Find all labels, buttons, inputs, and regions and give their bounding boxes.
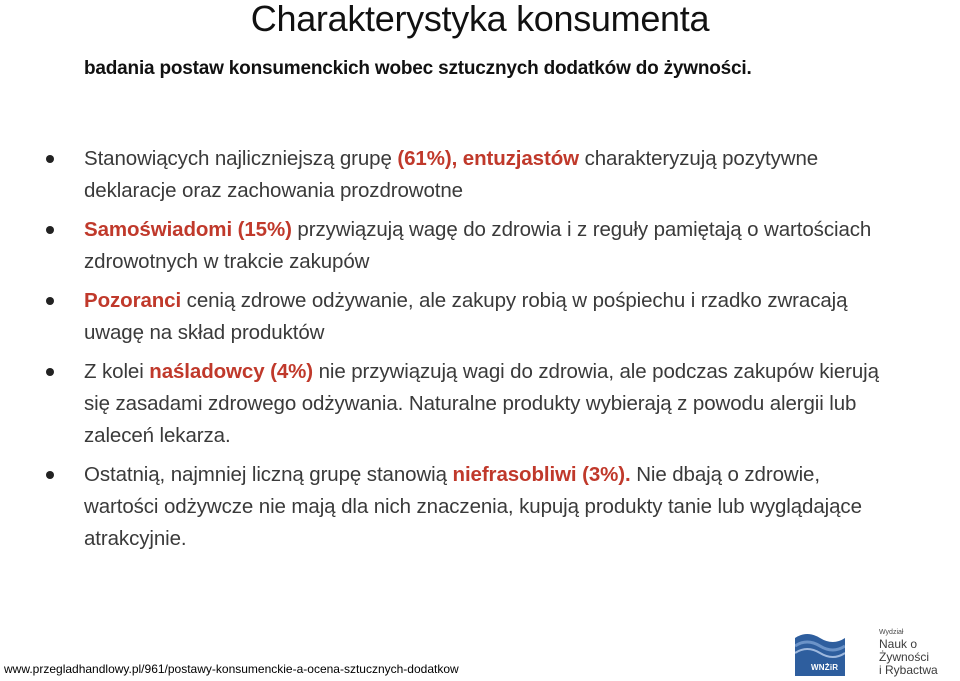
bullet-item-samoswiadomi: [0, 214, 884, 278]
bullet-dot: [46, 368, 54, 376]
bullet-dot: [46, 226, 54, 234]
bullet-dot: [46, 155, 54, 163]
bullet-item-nasladowcy: [0, 356, 884, 452]
logo-line-2: i Rybactwa: [879, 663, 938, 677]
faculty-logo-mark: [795, 628, 845, 676]
bullet-item-entuzjasci: [0, 143, 884, 207]
slide-title: Charakterystyka konsumenta: [250, 0, 710, 39]
bullet-highlight: Samoświadomi (15%): [84, 218, 292, 241]
faculty-logo: [795, 628, 957, 676]
bullet-item-pozoranci: [0, 285, 884, 349]
bullet-tail: cenią zdrowe odżywanie, ale zakupy robią w pośpiechu i rzadko zwracają uwagę na skład produktów: [84, 289, 848, 344]
logo-mark-label: WNŻiR: [811, 663, 839, 672]
slide-subtitle: badania postaw konsumenckich wobec sztucznych dodatków do żywności.: [84, 58, 752, 79]
bullet-tail: nie przywiązują wagi do zdrowia, ale podczas zakupów kierują się zasadami zdrowego odżywania. Naturalne produkty wybierają z powodu alergii lub zaleceń lekarza.: [84, 360, 879, 447]
logo-line-1: Nauk o Żywności: [879, 637, 930, 664]
bullet-item-niefrasobliwi: [0, 459, 884, 555]
bullet-dot: [46, 297, 54, 305]
bullet-highlight: niefrasobliwi (3%).: [452, 463, 631, 486]
bullet-highlight: Pozoranci: [84, 289, 182, 312]
bullet-tail: Nie dbają o zdrowie, wartości odżywcze nie mają dla nich znaczenia, kupują produkty tanie lub wyglądające atrakcyjnie.: [84, 463, 862, 550]
bullet-highlight: naśladowcy (4%): [149, 360, 313, 383]
bullet-tail: przywiązują wagę do zdrowia i z reguły pamiętają o wartościach zdrowotnych w trakcie zakupów: [84, 218, 872, 273]
logo-small-text: Wydział: [879, 629, 904, 636]
bullet-dot: [46, 471, 54, 479]
faculty-logo-text: [879, 628, 957, 677]
bullet-lead: Ostatnią, najmniej liczną grupę stanowią: [84, 463, 453, 486]
bullet-tail: charakteryzują pozytywne deklaracje oraz zachowania prozdrowotne: [84, 147, 819, 202]
footer-source-url: www.przegladhandlowy.pl/961/postawy-konsumenckie-a-ocena-sztucznych-dodatkow: [4, 662, 459, 676]
bullet-lead: Z kolei: [84, 360, 150, 383]
bullet-highlight: (61%), entuzjastów: [397, 147, 579, 170]
bullet-lead: Stanowiących najliczniejszą grupę: [84, 147, 398, 170]
bullet-list: [0, 143, 960, 555]
